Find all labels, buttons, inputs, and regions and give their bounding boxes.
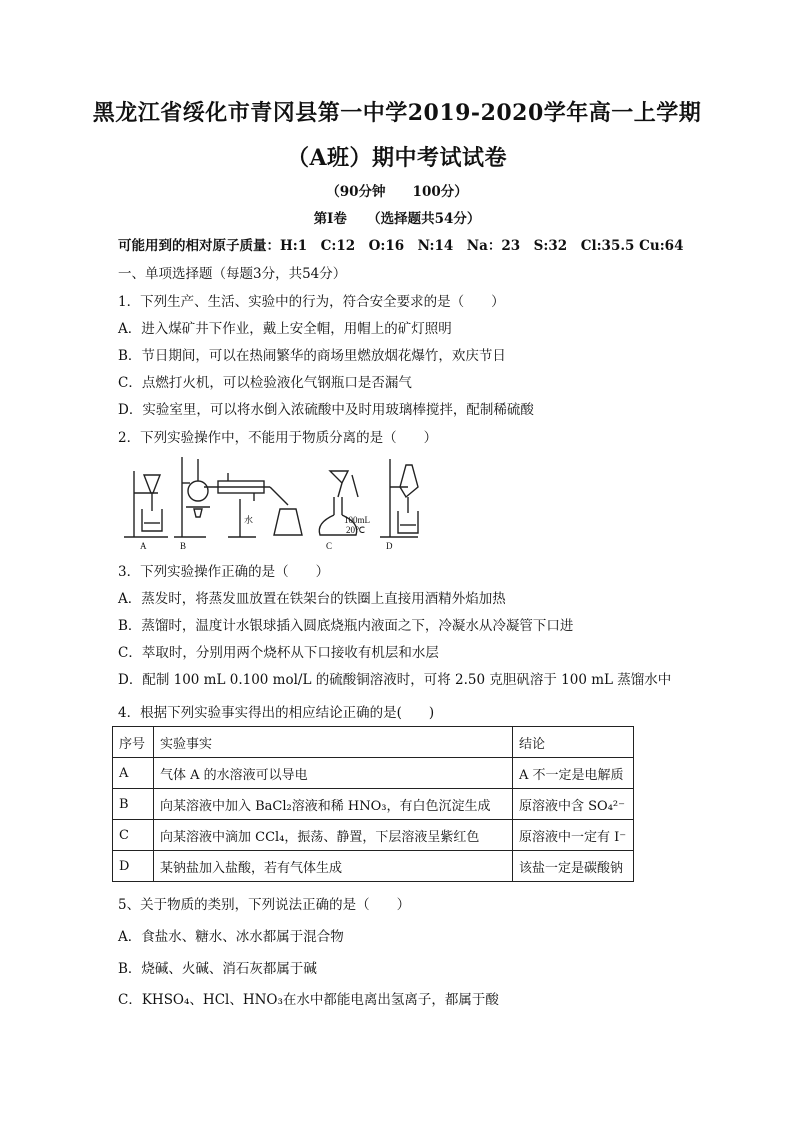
table-cell: A [113,758,154,789]
section-heading: 第Ⅰ卷 （选择题共54分） [313,211,481,227]
apparatus-figure [120,453,420,551]
table-cell: D [113,851,154,882]
fig-label-c: C [326,541,333,551]
fig-label-volume: 100mL [344,515,370,525]
q1-option-a: A．进入煤矿井下作业，戴上安全帽，用帽上的矿灯照明 [118,321,452,337]
q5-option-a: A．食盐水、糖水、冰水都属于混合物 [118,929,344,945]
table-cell: 原溶液中含 SO₄²⁻ [513,789,634,820]
fig-label-d: D [386,541,393,551]
table-row [113,789,634,820]
fig-label-temp: 20℃ [346,525,366,535]
table-cell: 气体 A 的水溶液可以导电 [154,758,513,789]
exam-title-line2: （A班）期中考试试卷 [286,145,508,171]
q4-table [112,726,634,882]
q3-stem: 3．下列实验操作正确的是（ ） [118,564,330,580]
fig-label-b: B [180,541,187,551]
table-cell: B [113,789,154,820]
q5-stem: 5、关于物质的类别，下列说法正确的是（ ） [118,897,411,913]
q1-option-c: C．点燃打火机，可以检验液化气钢瓶口是否漏气 [118,375,412,391]
table-row [113,758,634,789]
table-cell: 某钠盐加入盐酸，若有气体生成 [154,851,513,882]
table-cell: 向某溶液中加入 BaCl₂溶液和稀 HNO₃，有白色沉淀生成 [154,789,513,820]
q5-option-b: B．烧碱、火碱、消石灰都属于碱 [118,961,317,977]
q1-option-d: D．实验室里，可以将水倒入浓硫酸中及时用玻璃棒搅拌，配制稀硫酸 [118,402,534,418]
q4-stem: 4．根据下列实验事实得出的相应结论正确的是( ) [118,705,435,721]
fig-label-water: 水 [244,515,254,525]
q3-option-d: D．配制 100 mL 0.100 mol/L 的硫酸铜溶液时，可将 2.50 克胆矾溶于 100 mL 蒸馏水中 [118,672,672,688]
part1-heading: 一、单项选择题（每题3分，共54分） [118,266,347,282]
time-score: （90分钟 100分） [326,184,468,200]
table-row [113,851,634,882]
table-cell: 向某溶液中滴加 CCl₄，振荡、静置，下层溶液呈紫红色 [154,820,513,851]
table-header-cell: 结论 [513,727,634,758]
atomic-mass-line: 可能用到的相对原子质量：H:1 C:12 O:16 N:14 Na：23 S:32 Cl:35.5 Cu:64 [118,238,684,254]
q2-stem: 2．下列实验操作中，不能用于物质分离的是（ ） [118,430,438,446]
fig-label-a: A [140,541,147,551]
table-header-cell: 实验事实 [154,727,513,758]
q5-option-c: C．KHSO₄、HCl、HNO₃在水中都能电离出氢离子，都属于酸 [118,992,499,1008]
table-cell: 原溶液中一定有 I⁻ [513,820,634,851]
exam-title-line1: 黑龙江省绥化市青冈县第一中学2019-2020学年高一上学期 [92,100,702,126]
q3-option-a: A．蒸发时，将蒸发皿放置在铁架台的铁圈上直接用酒精外焰加热 [118,591,506,607]
table-cell: C [113,820,154,851]
table-header-row [113,727,634,758]
q3-option-b: B．蒸馏时，温度计水银球插入圆底烧瓶内液面之下，冷凝水从冷凝管下口进 [118,618,574,634]
table-cell: 该盐一定是碳酸钠 [513,851,634,882]
table-cell: A 不一定是电解质 [513,758,634,789]
table-row [113,820,634,851]
q1-option-b: B．节日期间，可以在热闹繁华的商场里燃放烟花爆竹，欢庆节日 [118,348,506,364]
q3-option-c: C．萃取时，分别用两个烧杯从下口接收有机层和水层 [118,645,439,661]
table-header-cell: 序号 [113,727,154,758]
q1-stem: 1．下列生产、生活、实验中的行为，符合安全要求的是（ ） [118,294,505,310]
